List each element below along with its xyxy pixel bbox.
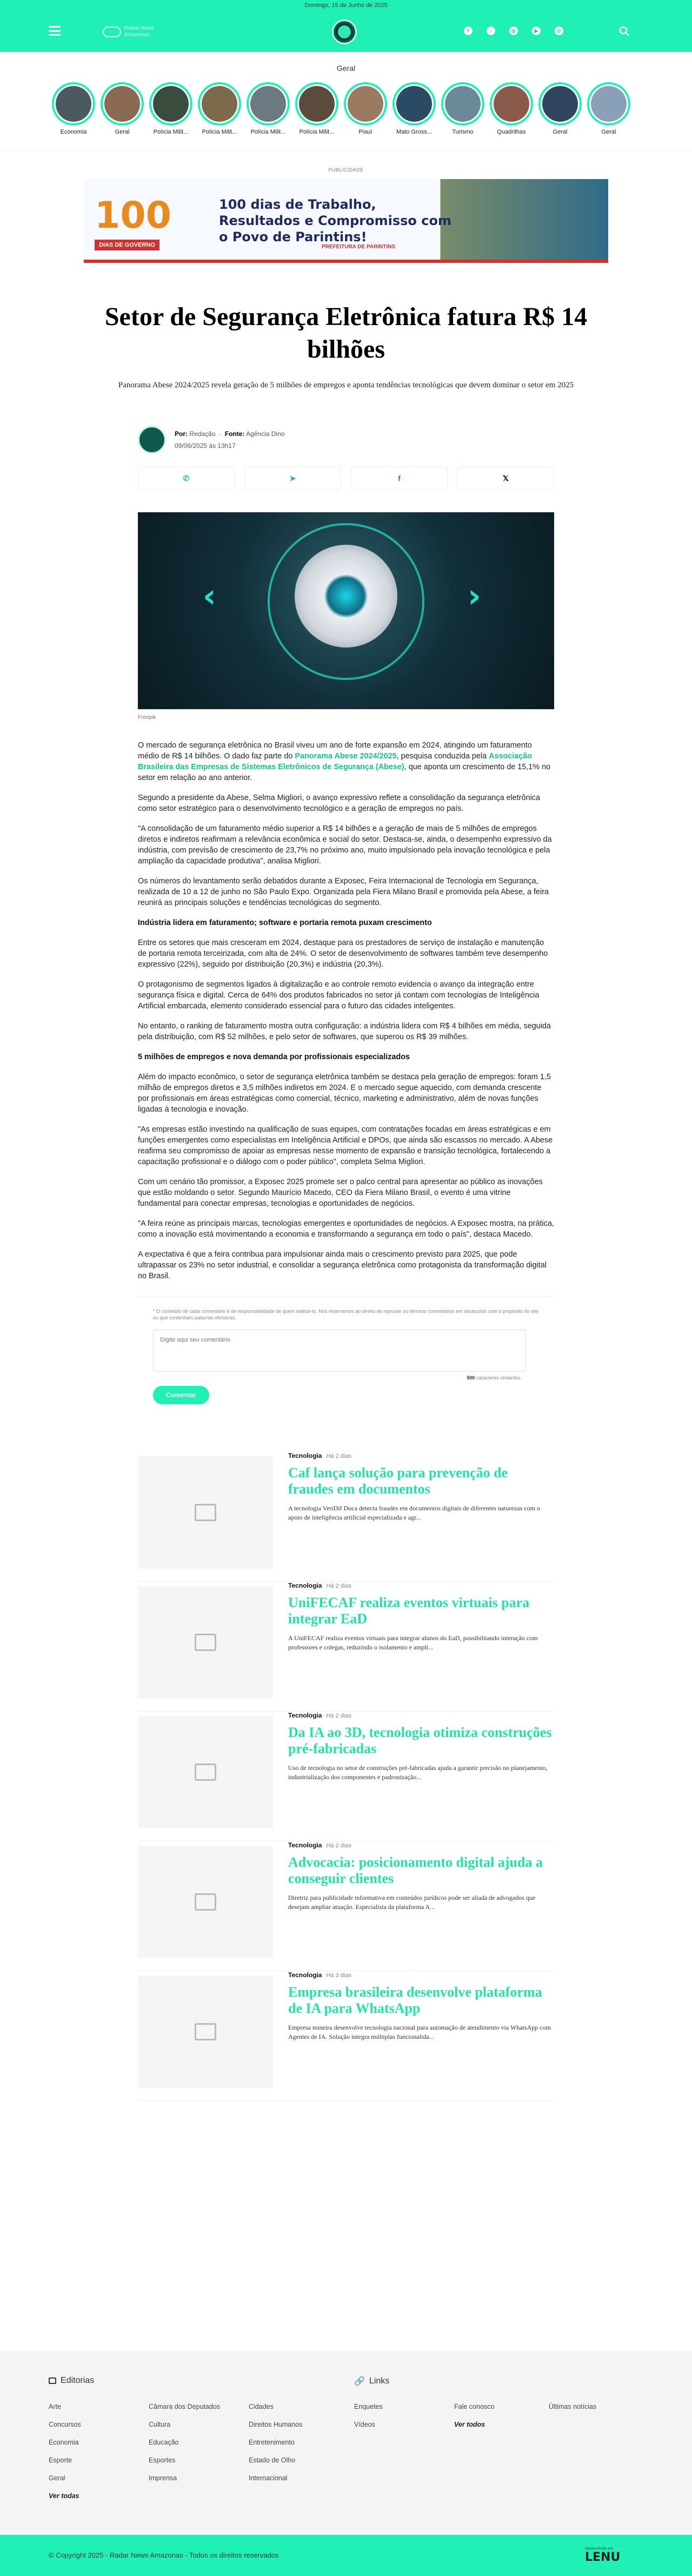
related-title[interactable]: UniFECAF realiza eventos virtuais para integrar EaD (288, 1595, 530, 1627)
story-ring (490, 82, 533, 126)
footer-link[interactable]: Vídeos (354, 2421, 375, 2428)
body-text: , pesquisa conduzida pela (396, 752, 489, 761)
story-item[interactable] (490, 82, 533, 142)
story-thumbnail (250, 86, 286, 122)
story-ring (198, 82, 241, 126)
body-paragraph: No entanto, o ranking de faturamento mostra outra configuração: a indústria lidera com R$ 4 bilhões em média, seguida pela distribuição, com R$ 52 milhões, e pelo setor de softwares, que superou os R$ 39 milhões. (138, 1022, 551, 1041)
story-thumbnail (591, 86, 627, 122)
body-subheading: Indústria lidera em faturamento; software e portaria remota puxam crescimento (138, 919, 432, 927)
source-label: Fonte: (224, 430, 245, 438)
body-text: , que aponta um crescimento de 15,1% no setor em relação ao ano anterior. (138, 763, 551, 782)
footer-editoria-link[interactable]: Entretenimento (249, 2439, 295, 2446)
footer-links (49, 2403, 643, 2511)
story-item[interactable] (52, 82, 95, 142)
developer-logo[interactable]: Desenvolvido por LENU (585, 2547, 621, 2564)
story-item[interactable] (198, 82, 241, 142)
story-ring (101, 82, 144, 126)
story-item[interactable] (538, 82, 582, 142)
story-label: Polícia Milit... (153, 129, 189, 135)
story-thumbnail (542, 86, 578, 122)
youtube-icon[interactable]: ▶ (532, 27, 541, 35)
chevron-left-icon: ‹ (203, 577, 216, 615)
body-paragraph: "A consolidação de um faturamento médio superior a R$ 14 bilhões e a geração de mais de 5 milhões de empregos diretos e indiretos reafirmam a relevância econômica e social do setor. Destaca-se, ainda, o desempenho expressivo da indústria, com previsão de crescimento de 23,7% no próximo ano, muito impulsionado pela inovação tecnológica e pela ampliação da capacidade produtiva", analisa Migliori. (138, 824, 552, 866)
story-ring (538, 82, 582, 126)
footer-link[interactable]: Fale conosco (454, 2403, 495, 2410)
story-label: Turismo (452, 129, 474, 135)
related-time: Há 2 dias (326, 1842, 351, 1849)
story-thumbnail (104, 86, 140, 122)
related-item[interactable] (138, 1971, 554, 2101)
image-placeholder-icon (138, 1846, 273, 1958)
author-name: Redação (189, 430, 216, 438)
telegram-icon: ➤ (289, 473, 296, 483)
body-paragraph: Além do impacto econômico, o setor de segurança eletrônica também se destaca pela geração de empregos: foram 1,5 milhão de empregos diretos e 3,5 milhões indiretos em 2024. E o mercado segue aquecido, com demanda crescente por profissionais em áreas estratégicas como comercial, técnico, marketing e administrativo, além de novas funções ligadas à tecnologia e inovação. (138, 1073, 551, 1114)
body-paragraph: "A feira reúne as principais marcas, tecnologias emergentes e oportunidades de negócios. A Exposec mostra, na prática, como a inovação está movimentando a economia e transformando a segurança em todo o país", destaca Macedo. (138, 1219, 554, 1239)
story-item[interactable] (587, 82, 630, 142)
instagram-icon[interactable]: ◎ (509, 27, 518, 35)
story-thumbnail (348, 86, 383, 122)
image-placeholder-icon (138, 1976, 273, 2088)
story-item[interactable] (149, 82, 192, 142)
top-date: Domingo, 15 de Junho de 2025 (0, 0, 692, 11)
image-placeholder-icon (138, 1586, 273, 1699)
related-list (138, 1452, 554, 2101)
story-ring (149, 82, 192, 126)
story-ring (587, 82, 630, 126)
image-placeholder-icon (138, 1456, 273, 1569)
divider (0, 150, 692, 151)
related-category: Tecnologia Há 2 dias (288, 1712, 351, 1719)
share-whatsapp-button[interactable] (138, 467, 235, 490)
related-category: Tecnologia Há 2 dias (288, 1582, 351, 1589)
brand-name: Radar News (124, 25, 155, 31)
footer-editoria-link[interactable]: Arte (49, 2403, 61, 2410)
story-ring (441, 82, 484, 126)
related-time: Há 2 dias (326, 1713, 351, 1719)
footer-editoria-link[interactable]: Internacional (249, 2474, 288, 2482)
body-paragraph: Entre os setores que mais cresceram em 2024, destaque para os prestadores de serviço de instalação e manutenção de portaria remota terceirizada, com alta de 24%. O setor de desenvolvimento de softwares também teve desempenho expressivo (22%), seguido por distribuição (20,3%) e indústria (20,3%). (138, 939, 548, 969)
story-ring (247, 82, 290, 126)
body-paragraph (138, 740, 554, 783)
ad-headline: 100 dias de Trabalho, Resultados e Compromisso com o Povo de Parintins! (219, 197, 451, 245)
article-body (138, 740, 554, 1282)
footer-editoria-link[interactable]: Concursos (49, 2421, 81, 2428)
story-label: Geral (553, 129, 568, 135)
story-thumbnail (299, 86, 335, 122)
social-links (464, 27, 563, 35)
footer-editoria-link[interactable]: Geral (49, 2474, 65, 2482)
related-title[interactable]: Advocacia: posicionamento digital ajuda a conseguir clientes (288, 1854, 543, 1886)
related-excerpt: Uso de tecnologia no setor de construções pré-fabricadas ajuda a garantir precisão no planejamento, industrialização dos componentes e padronização... (288, 1764, 548, 1781)
brand-sub: Amazonas (124, 32, 150, 38)
story-label: Mato Gross... (396, 129, 432, 135)
camera-shape (295, 545, 397, 648)
story-label: Economia (60, 129, 87, 135)
by-label: Por: (175, 430, 188, 438)
stories-carousel (0, 82, 692, 142)
body-subheading: 5 milhões de empregos e nova demanda por profissionais especializados (138, 1053, 410, 1061)
tiktok-icon[interactable]: ♪ (487, 27, 495, 35)
story-thumbnail (56, 86, 91, 122)
story-item[interactable] (344, 82, 387, 142)
footer-ver-todas-link[interactable]: Ver todas (49, 2492, 79, 2500)
site-footer (0, 2351, 692, 2535)
related-item[interactable] (138, 1452, 554, 1582)
search-icon[interactable] (619, 26, 630, 37)
story-label: Geral (115, 129, 130, 135)
body-paragraph: Segundo a presidente da Abese, Selma Migliori, o avanço expressivo reflete a consolidação da segurança eletrônica como setor estratégico para o desenvolvimento tecnológico e a geração de empregos no país. (138, 794, 540, 813)
related-title[interactable]: Da IA ao 3D, tecnologia otimiza construções pré-fabricadas (288, 1725, 552, 1756)
article (76, 301, 616, 390)
logo-mark-icon (103, 27, 121, 37)
footer-editoria-link[interactable]: Cidades (249, 2403, 274, 2410)
facebook-icon[interactable]: f (464, 27, 473, 35)
related-excerpt: A UniFECAF realiza eventos virtuais para integrar alunos do EaD, possibilitando interação com professores e colegas, reduzindo o isolamento e ampli... (288, 1634, 538, 1651)
story-ring (295, 82, 338, 126)
body-paragraph: O protagonismo de segmentos ligados à digitalização e ao controle remoto evidencia o avanço da integração entre segurança física e digital. Cerca de 64% dos produtos fabricados no setor já contam com tecnologias de Inteligência Artificial embarcada, elemento considerado essencial para o futuro das cidades inteligentes. (138, 980, 540, 1010)
publish-date: 09/06/2025 às 13h17 (175, 442, 236, 450)
copyright-text: © Copyright 2025 - Radar News Amazonas - Todos os direitos reservados (49, 2551, 279, 2559)
share-x-button[interactable] (457, 467, 554, 490)
char-counter: 500 caracteres restantes. (467, 1375, 522, 1381)
source-name: Agência Dino (246, 430, 285, 438)
section-label: Geral (336, 64, 356, 72)
related-excerpt: Empresa mineira desenvolve tecnologia nacional para automação de atendimento via WhatsApp com Agentes de IA. Solução integra múltiplas funcionalida... (288, 2024, 551, 2040)
x-icon: 𝕏 (502, 473, 509, 483)
related-excerpt: A tecnologia VeriDif Doca detecta fraudes em documentos digitais de diferentes naturezas com o apoio de inteligência artificial especializada e agr... (288, 1504, 540, 1521)
article-title: Setor de Segurança Eletrônica fatura R$ 14 bilhões (104, 302, 588, 364)
story-item[interactable] (247, 82, 290, 142)
story-thumbnail (396, 86, 432, 122)
story-label: Geral (601, 129, 616, 135)
related-item[interactable] (138, 1841, 554, 1971)
article-subtitle: Panorama Abese 2024/2025 revela geração de 5 milhões de empregos e aponta tendências tecnológicas que devem dominar o setor em 2025 (118, 381, 574, 389)
related-title[interactable]: Caf lança solução para prevenção de fraudes em documentos (288, 1465, 508, 1497)
story-item[interactable] (392, 82, 436, 142)
share-telegram-button[interactable] (244, 467, 341, 490)
body-paragraph: Com um cenário tão promissor, a Exposec 2025 promete ser o palco central para apresentar ao público as inovações que estão moldando o setor. Segundo Maurício Macedo, CEO da Fiera Milano Brasil, o evento é uma vitrine fundamental para conectar empresas, tecnologias e oportunidades de negócios. (138, 1178, 543, 1208)
related-title[interactable]: Empresa brasileira desenvolve plataforma de IA para WhatsApp (288, 1984, 542, 2016)
body-paragraph: "As empresas estão investindo na qualificação de suas equipes, com contratações focadas em áreas estratégicas e em funções emergentes como especialistas em Inteligência Artificial e DPOs, que ainda são escassos no mercado. A Abese reafirma seu compromisso de apoiar as empresas nesse momento de expansão e transição tecnológica, fortalecendo a capacitação profissional e o diálogo com o poder público", completa Selma Migliori. (138, 1125, 553, 1166)
related-category: Tecnologia Há 2 dias (288, 1452, 351, 1459)
editorias-heading: Editorias (49, 2376, 94, 2386)
ad-badge: DIAS DE GOVERNO (95, 240, 159, 250)
brand-logo[interactable] (103, 23, 154, 41)
threads-icon[interactable]: @ (555, 27, 563, 35)
related-item[interactable] (138, 1582, 554, 1712)
related-category: Tecnologia Há 3 dias (288, 1971, 351, 1979)
site-header (0, 11, 692, 52)
related-time: Há 2 dias (326, 1453, 351, 1459)
footer-editoria-link[interactable]: Economia (49, 2439, 79, 2446)
ad-banner[interactable] (84, 179, 608, 263)
footer-editoria-link[interactable]: Cultura (149, 2421, 171, 2428)
body-paragraph: A expectativa é que a feira contribua para impulsionar ainda mais o crescimento previsto para 2025, que pode ultrapassar os 23% no setor industrial, e consolidar a segurança eletrônica como protagonista da transformação digital no Brasil. (138, 1250, 547, 1280)
footer-editoria-link[interactable]: Câmara dos Deputados (149, 2403, 221, 2410)
chevron-right-icon: › (468, 577, 481, 615)
comment-submit-button[interactable]: Comentar (153, 1386, 209, 1404)
footer-editoria-link[interactable]: Educação (149, 2439, 179, 2446)
footer-editoria-link[interactable]: Imprensa (149, 2474, 177, 2482)
story-item[interactable] (295, 82, 338, 142)
footer-editoria-link[interactable]: Direitos Humanos (249, 2421, 303, 2428)
links-heading: 🔗 Links (354, 2376, 390, 2386)
newspaper-icon (49, 2377, 56, 2384)
link-icon: 🔗 (354, 2377, 365, 2386)
body-text: O mercado de segurança eletrônica no Brasil viveu um ano de forte expansão em 2024, atingindo um faturamento médio de R$ 14 bilhões. O dado faz parte do (138, 741, 532, 761)
story-item[interactable] (441, 82, 484, 142)
footer-editoria-link[interactable]: Esportes (149, 2456, 176, 2464)
related-item[interactable] (138, 1712, 554, 1841)
copyright-bar (0, 2535, 692, 2576)
story-item[interactable] (101, 82, 144, 142)
share-facebook-button[interactable] (351, 467, 448, 490)
author-avatar[interactable] (138, 426, 166, 454)
story-label: Quadrilhas (497, 129, 526, 135)
article-image (138, 512, 554, 709)
footer-link[interactable]: Enquetes (354, 2403, 383, 2410)
story-ring (52, 82, 95, 126)
footer-link[interactable]: Últimas notícias (549, 2403, 597, 2410)
story-thumbnail (153, 86, 189, 122)
ad-footer-brand: PREFEITURA DE PARINTINS (322, 244, 396, 250)
related-time: Há 2 dias (326, 1583, 351, 1589)
image-placeholder-icon (138, 1716, 273, 1828)
ad-badge-block (95, 190, 181, 254)
story-label: Polícia Milit... (299, 129, 335, 135)
related-time: Há 3 dias (326, 1972, 351, 1979)
body-paragraph: Os números do levantamento serão debatidos durante a Exposec, Feira Internacional de Tecnologia em Segurança, realizada de 10 a 12 de junho no São Paulo Expo. Organizada pela Fiera Milano Brasil e promovida pela Abese, a feira reunirá as principais soluções e tendências tecnológicas do segmento. (138, 877, 549, 907)
related-excerpt: Diretriz para publicidade informativa em conteúdos jurídicos pode ser aliada de advogados que desejam ampliar atuação. Especialista da plataforma A... (288, 1894, 536, 1911)
story-label: Piauí (358, 129, 372, 135)
image-credit: Freepik (138, 715, 156, 721)
comment-form (138, 1297, 554, 1417)
ad-number: 100 (95, 194, 171, 237)
footer-editoria-link[interactable]: Estado de Olho (249, 2456, 296, 2464)
story-label: Polícia Milit... (202, 129, 237, 135)
footer-editoria-link[interactable]: Esporte (49, 2456, 72, 2464)
related-category: Tecnologia Há 2 dias (288, 1841, 351, 1849)
facebook-icon: f (398, 474, 401, 483)
body-link[interactable]: Associação Brasileira das Empresas de Sistemas Eletrônicos de Segurança (Abese) (138, 752, 533, 771)
body-link[interactable]: Panorama Abese 2024/2025 (295, 752, 397, 761)
footer-ver-todos-link[interactable]: Ver todos (454, 2421, 485, 2428)
story-ring (344, 82, 387, 126)
ad-label: PUBLICIDADE (328, 167, 364, 173)
story-thumbnail (202, 86, 237, 122)
story-thumbnail (445, 86, 481, 122)
center-logo[interactable] (332, 19, 357, 44)
comment-note: * O conteúdo de cada comentário é de responsabilidade de quem realizá-lo. Nos reservamos ao direito de reprovar ou eliminar comentários em desacordo com o propósito do site ou que contenham palavras ofensivas. (153, 1309, 538, 1320)
story-ring (392, 82, 436, 126)
story-thumbnail (494, 86, 529, 122)
story-label: Polícia Milit... (250, 129, 286, 135)
comment-input[interactable] (153, 1330, 526, 1372)
whatsapp-icon: ✆ (183, 473, 190, 483)
byline: Por: Redação · Fonte: Agência Dino 09/06/2025 às 13h17 (138, 426, 554, 454)
menu-icon[interactable] (49, 26, 61, 36)
share-bar (138, 467, 554, 490)
